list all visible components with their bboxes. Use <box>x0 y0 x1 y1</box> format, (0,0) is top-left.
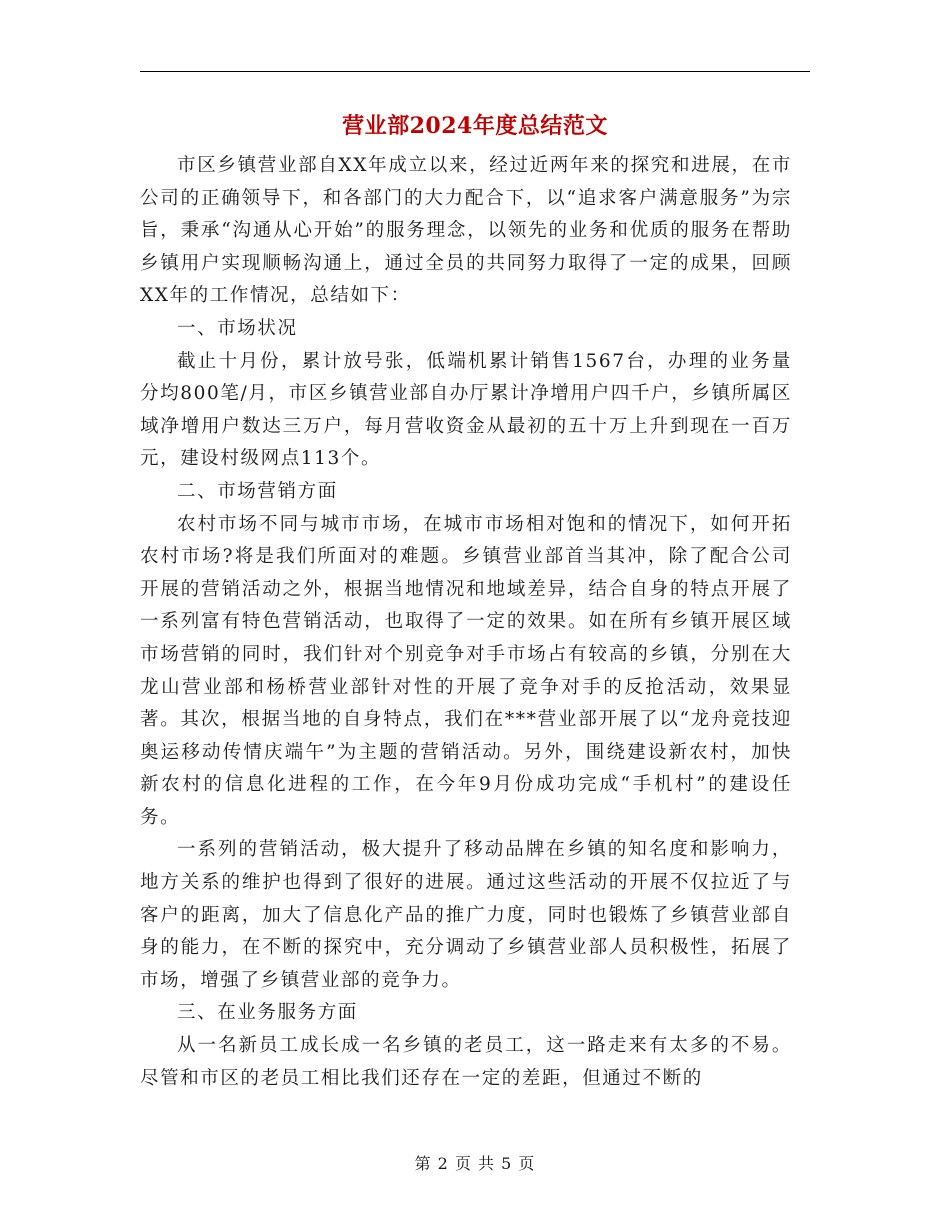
document-title: 营业部2024年度总结范文 <box>342 113 608 139</box>
section-heading-service: 三、在业务服务方面 <box>177 1002 358 1024</box>
header-rule <box>140 71 810 72</box>
marketing-result-paragraph: 一系列的营销活动，极大提升了移动品牌在乡镇的知名度和影响力，地方关系的维护也得到了很好的进展。通过这些活动的开展不仅拉近了与客户的距离，加大了信息化产品的推广力度，同时也锻炼了乡镇营业部自身的能力，在不断的探究中，充分调动了乡镇营业部人员积极性，拓展了市场，增强了乡镇营业部的竞争力。 <box>140 839 792 991</box>
market-paragraph: 截止十月份，累计放号张，低端机累计销售1567台，办理的业务量分均800笔/月，市区乡镇营业部自办厅累计净增用户四千户，乡镇所属区域净增用户数达三万户，每月营收资金从最初的五十万上升到现在一百万元，建设村级网点113个。 <box>140 350 792 470</box>
document-body <box>140 150 792 1095</box>
intro-paragraph: 市区乡镇营业部自XX年成立以来，经过近两年来的探究和进展，在市公司的正确领导下，和各部门的大力配合下，以“追求客户满意服务”为宗旨，秉承“沟通从心开始”的服务理念，以领先的业务和优质的服务在帮助乡镇用户实现顺畅沟通上，通过全员的共同努力取得了一定的成果，回顾XX年的工作情况，总结如下： <box>140 155 792 307</box>
section-heading-market: 一、市场状况 <box>177 317 298 339</box>
section-heading-marketing: 二、市场营销方面 <box>177 480 338 502</box>
marketing-paragraph: 农村市场不同与城市市场，在城市市场相对饱和的情况下，如何开拓农村市场?将是我们所面对的难题。乡镇营业部首当其冲，除了配合公司开展的营销活动之外，根据当地情况和地域差异，结合自身的特点开展了一系列富有特色营销活动，也取得了一定的效果。如在所有乡镇开展区域市场营销的同时，我们针对个别竞争对手市场占有较高的乡镇，分别在大龙山营业部和杨桥营业部针对性的开展了竞争对手的反抢活动，效果显著。其次，根据当地的自身特点，我们在***营业部开展了以“龙舟竞技迎奥运移动传情庆端午”为主题的营销活动。另外，围绕建设新农村，加快新农村的信息化进程的工作，在今年9月份成功完成“手机村”的建设任务。 <box>140 513 792 828</box>
page-number-label: 第 2 页 共 5 页 <box>414 1154 536 1173</box>
page-number-footer <box>0 1152 950 1176</box>
service-paragraph: 从一名新员工成长成一名乡镇的老员工，这一路走来有太多的不易。尽管和市区的老员工相比我们还存在一定的差距，但通过不断的 <box>140 1035 792 1089</box>
